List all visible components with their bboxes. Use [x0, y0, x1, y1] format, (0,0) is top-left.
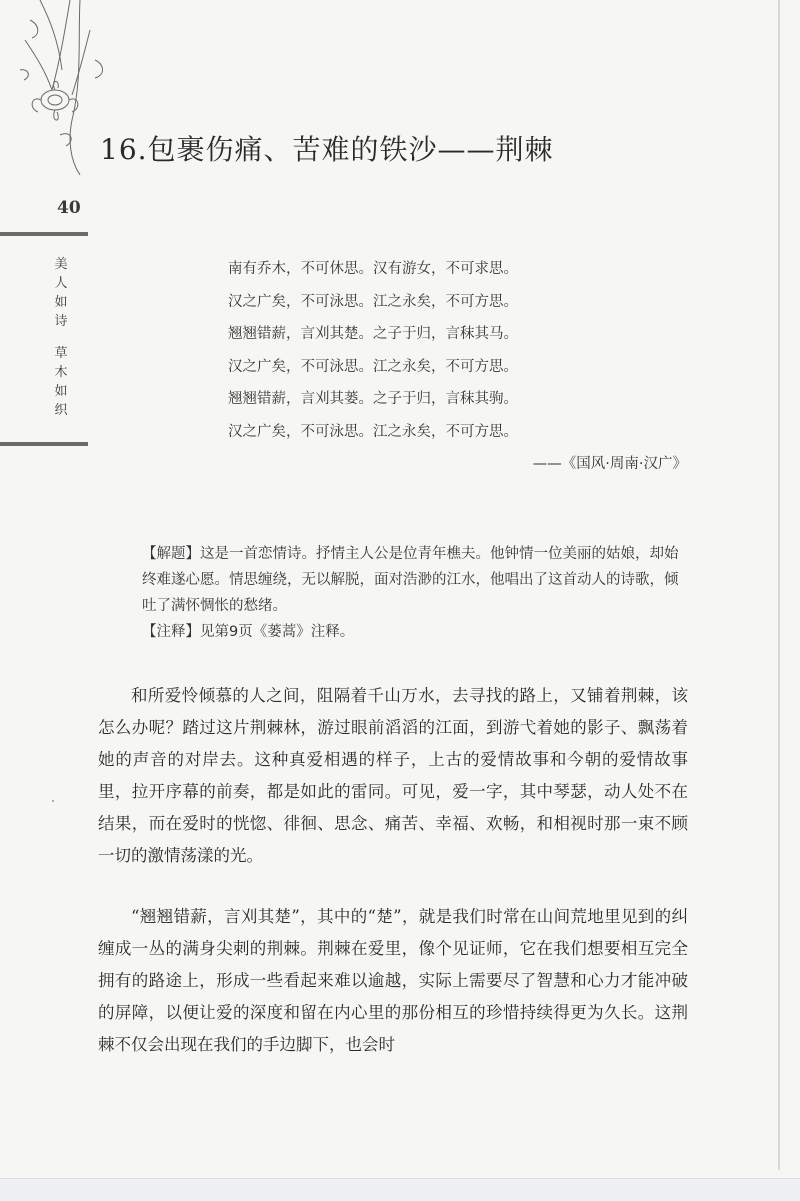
poem — [228, 258, 518, 453]
poem-source: ——《国风·周南·汉广》 — [532, 456, 687, 472]
poem-line: 汉之广矣，不可泳思。江之永矣，不可方思。 — [228, 423, 518, 440]
page-number: 40 — [57, 198, 81, 218]
sidebar-rule-top — [0, 232, 88, 236]
body-paragraph-2 — [98, 901, 688, 1061]
scan-speck — [52, 800, 54, 802]
body-paragraph-1 — [98, 680, 688, 872]
poem-line: 汉之广矣，不可泳思。江之永矣，不可方思。 — [228, 293, 518, 310]
note-zhushi: 【注释】见第9页《蒌蒿》注释。 — [142, 624, 355, 640]
poem-line: 汉之广矣，不可泳思。江之永矣，不可方思。 — [228, 358, 518, 375]
page-right-edge — [778, 0, 780, 1170]
poem-line: 南有乔木，不可休思。汉有游女，不可求思。 — [228, 261, 518, 277]
sidebar-rule-bottom — [0, 442, 88, 446]
poem-line: 翘翘错薪，言刈其楚。之子于归，言秣其马。 — [228, 326, 518, 342]
paragraph-text: 和所爱怜倾慕的人之间，阻隔着千山万水，去寻找的路上，又铺着荆棘，该怎么办呢？踏过这片荆棘林，游过眼前滔滔的江面，到游弋着她的影子、飘荡着她的声音的对岸去。这种真爱相遇的样子，上古的爱情故事和今朝的爱情故事里，拉开序幕的前奏，都是如此的雷同。可见，爱一字，其中琴瑟，动人处不在结果，而在爱时的恍惚、徘徊、思念、痛苦、幸福、欢畅，和相视时那一束不顾一切的激情荡漾的光。 — [98, 686, 688, 865]
scan-bottom-strip — [0, 1179, 800, 1201]
sidebar-book-title-a: 美人如诗 — [54, 257, 68, 329]
sidebar-book-title-b: 草木如织 — [54, 346, 68, 418]
note-jieti: 【解题】这是一首恋情诗。抒情主人公是位青年樵夫。他钟情一位美丽的姑娘，却始终难遂心愿。情思缠绕，无以解脱，面对浩渺的江水，他唱出了这首动人的诗歌，倾吐了满怀惆怅的愁绪。 — [142, 546, 679, 614]
poem-line: 翘翘错薪，言刈其蒌。之子于归，言秣其驹。 — [228, 391, 518, 407]
notes-block — [142, 541, 682, 645]
chapter-title: 16.包裹伤痛、苦难的铁沙——荆棘 — [100, 133, 554, 166]
paragraph-text: “翘翘错薪，言刈其楚”，其中的“楚”，就是我们时常在山间荒地里见到的纠缠成一丛的满身尖刺的荆棘。荆棘在爱里，像个见证师，它在我们想要相互完全拥有的路途上，形成一些看起来难以逾越，实际上需要尽了智慧和心力才能冲破的屏障，以便让爱的深度和留在内心里的那份相互的珍惜持续得更为久长。这荆棘不仅会出现在我们的手边脚下，也会时 — [98, 907, 688, 1054]
